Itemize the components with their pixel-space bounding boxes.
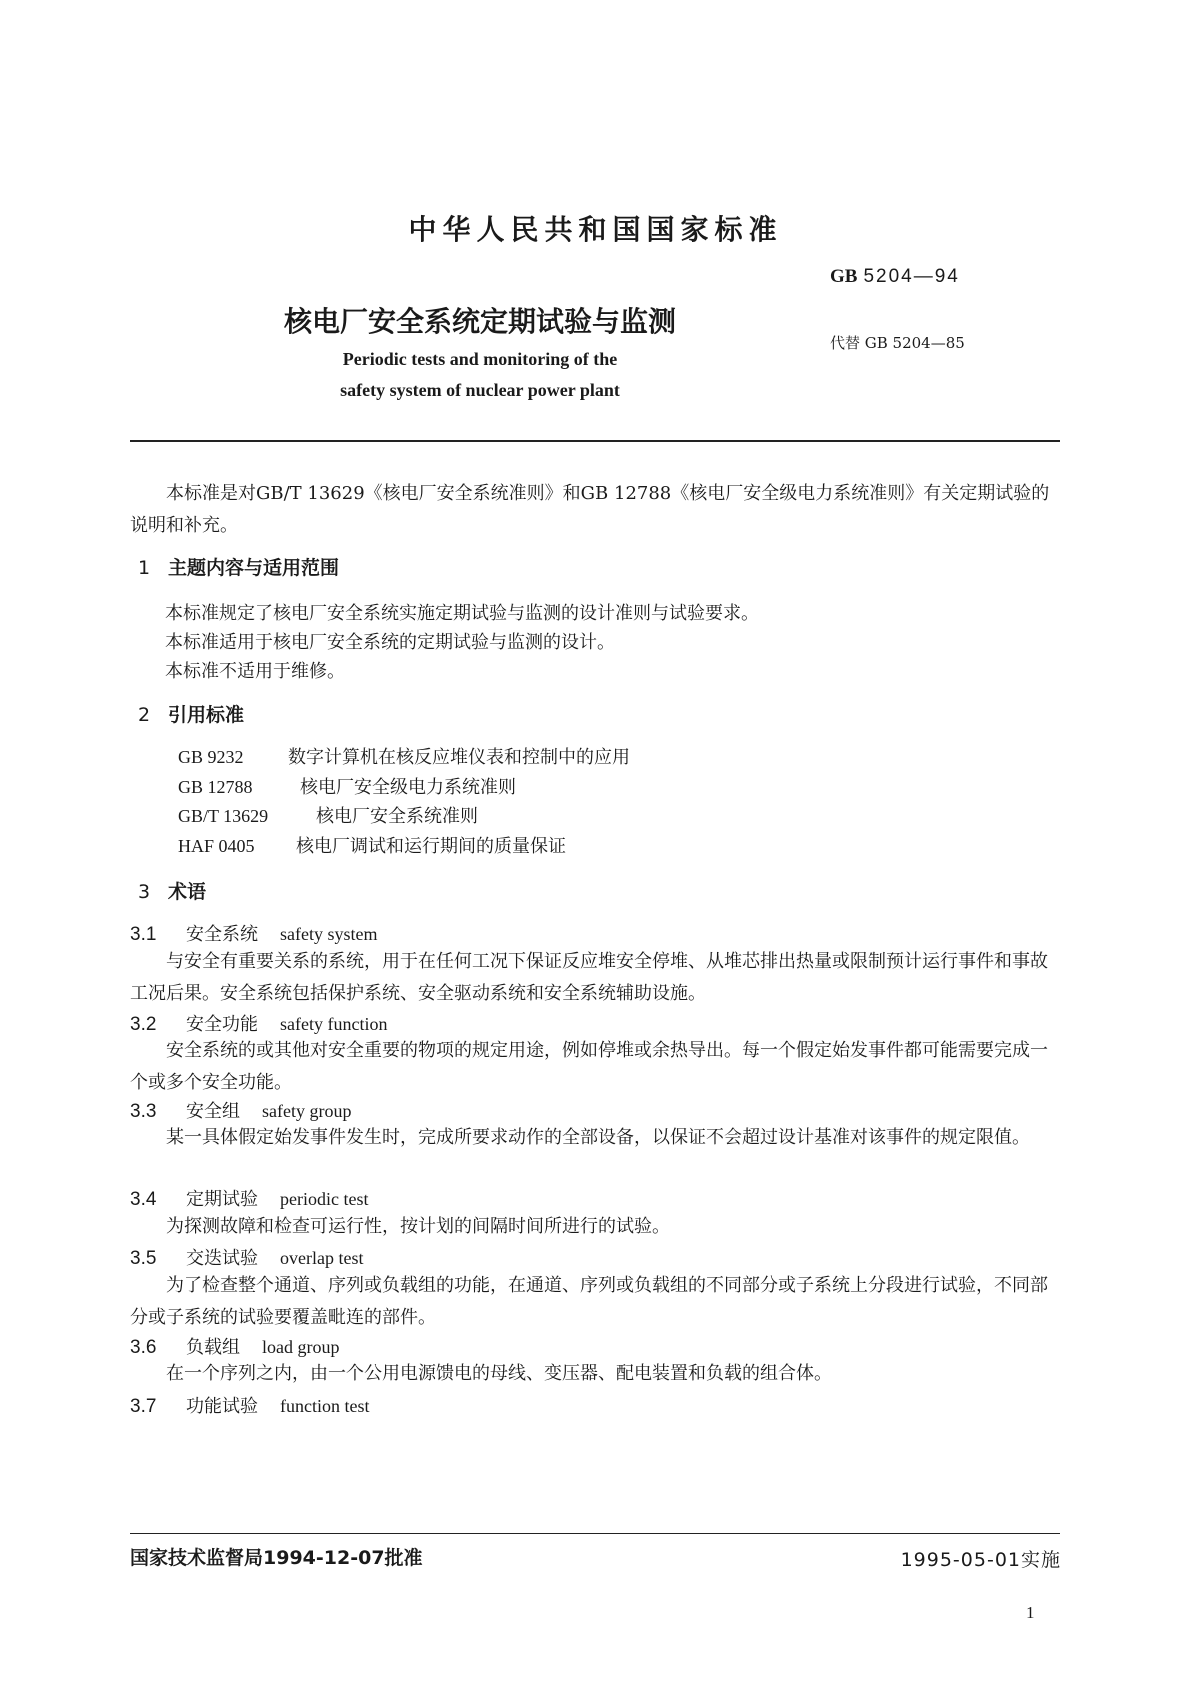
section-title: 引用标准 (168, 704, 245, 726)
term-3-1 (130, 920, 377, 946)
term-number: 3.1 (130, 924, 157, 945)
reference-title: 数字计算机在核反应堆仪表和控制中的应用 (288, 747, 630, 768)
title-english-line2: safety system of nuclear power plant (340, 380, 620, 400)
term-cn: 定期试验 (186, 1189, 258, 1210)
standard-number (830, 266, 960, 288)
term-en: periodic test (280, 1189, 369, 1209)
term-cn: 安全系统 (186, 924, 258, 945)
term-en: function test (280, 1396, 370, 1416)
reference-code: HAF 0405 (178, 836, 255, 856)
term-number: 3.7 (130, 1396, 157, 1417)
reference-code: GB 9232 (178, 747, 244, 767)
term-definition: 安全系统的或其他对安全重要的物项的规定用途，例如停堆或余热导出。每一个假定始发事件都可能需要完成一个或多个安全功能。 (130, 1040, 1048, 1093)
reference-code: GB/T 13629 (178, 806, 269, 826)
term-3-5 (130, 1244, 363, 1270)
section-number: 1 (138, 557, 151, 579)
page-number: 1 (1026, 1603, 1035, 1622)
national-standard-heading: 中华人民共和国国家标准 (408, 213, 783, 246)
section-1-line: 本标准适用于核电厂安全系统的定期试验与监测的设计。 (165, 632, 615, 653)
term-definition: 与安全有重要关系的系统，用于在任何工况下保证反应堆安全停堆、从堆芯排出热量或限制预计运行事件和事故工况后果。安全系统包括保护系统、安全驱动系统和安全系统辅助设施。 (130, 951, 1048, 1004)
term-3-3 (130, 1097, 351, 1123)
term-number: 3.4 (130, 1189, 157, 1210)
section-title: 术语 (168, 881, 207, 903)
term-3-2 (130, 1010, 387, 1036)
term-en: safety function (280, 1014, 388, 1034)
term-cn: 安全组 (186, 1101, 240, 1122)
section-1-line: 本标准不适用于维修。 (165, 661, 345, 682)
reference-item (178, 802, 478, 828)
header-divider (130, 440, 1060, 442)
term-number: 3.2 (130, 1014, 157, 1035)
section-number: 2 (138, 704, 151, 726)
term-number: 3.3 (130, 1101, 157, 1122)
reference-item (178, 743, 630, 769)
term-cn: 交迭试验 (186, 1248, 258, 1269)
footer-divider (130, 1533, 1060, 1534)
term-cn: 功能试验 (186, 1396, 258, 1417)
title-english-line1: Periodic tests and monitoring of the (342, 349, 618, 369)
section-2-heading (138, 700, 244, 727)
intro-paragraph: 本标准是对GB/T 13629《核电厂安全系统准则》和GB 12788《核电厂安全级电力系统准则》有关定期试验的说明和补充。 (130, 483, 1050, 536)
reference-title: 核电厂调试和运行期间的质量保证 (296, 836, 566, 857)
section-1-line: 本标准规定了核电厂安全系统实施定期试验与监测的设计准则与试验要求。 (165, 603, 759, 624)
section-1-heading (138, 553, 339, 580)
reference-title: 核电厂安全级电力系统准则 (300, 777, 516, 798)
reference-code: GB 12788 (178, 777, 253, 797)
replaces-standard: 代替 GB 5204—85 (830, 334, 965, 352)
term-en: overlap test (280, 1248, 364, 1268)
term-definition: 某一具体假定始发事件发生时，完成所要求动作的全部设备，以保证不会超过设计基准对该事件的规定限值。 (166, 1127, 1030, 1148)
term-en: load group (262, 1337, 340, 1357)
term-3-4 (130, 1185, 368, 1211)
term-number: 3.6 (130, 1337, 157, 1358)
standard-code: 5204—94 (863, 266, 960, 287)
section-title: 主题内容与适用范围 (168, 557, 340, 579)
reference-title: 核电厂安全系统准则 (316, 806, 478, 827)
term-en: safety group (262, 1101, 352, 1121)
term-number: 3.5 (130, 1248, 157, 1269)
term-3-6 (130, 1333, 339, 1359)
standard-prefix: GB (830, 266, 858, 287)
section-3-heading (138, 877, 206, 904)
term-3-7 (130, 1392, 369, 1418)
effective-date: 1995-05-01实施 (900, 1549, 1061, 1571)
term-definition: 为探测故障和检查可运行性，按计划的间隔时间所进行的试验。 (166, 1216, 670, 1237)
term-definition: 在一个序列之内，由一个公用电源馈电的母线、变压器、配电装置和负载的组合体。 (166, 1363, 832, 1384)
term-definition: 为了检查整个通道、序列或负载组的功能，在通道、序列或负载组的不同部分或子系统上分段进行试验，不同部分或子系统的试验要覆盖毗连的部件。 (130, 1275, 1048, 1328)
approval-date: 国家技术监督局1994-12-07批准 (130, 1547, 423, 1569)
term-cn: 安全功能 (186, 1014, 258, 1035)
reference-item (178, 832, 566, 858)
term-cn: 负载组 (186, 1337, 240, 1358)
reference-item (178, 773, 516, 799)
term-en: safety system (280, 924, 378, 944)
title-chinese: 核电厂安全系统定期试验与监测 (283, 305, 676, 338)
section-number: 3 (138, 881, 151, 903)
